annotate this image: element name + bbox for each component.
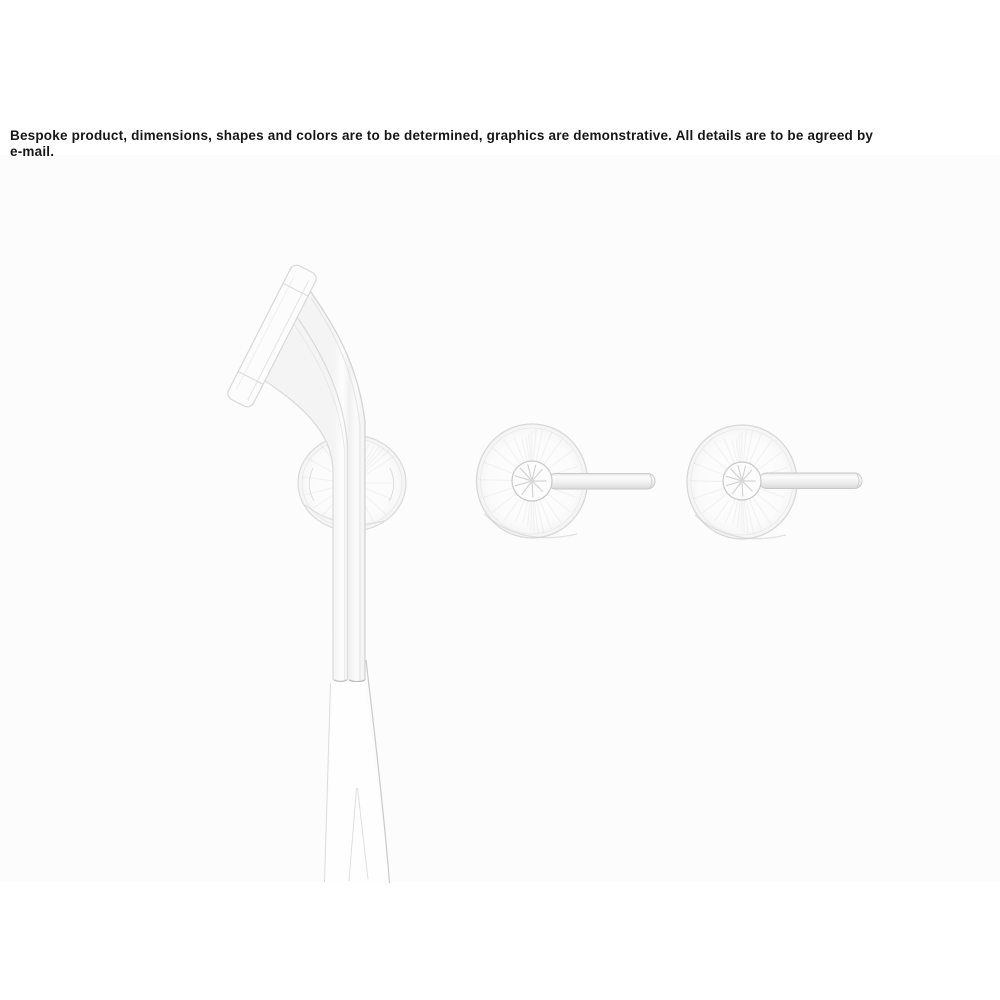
handle-hub: [512, 461, 552, 501]
disclaimer-line-2: e-mail.: [10, 144, 55, 159]
handle-lever-bar: [548, 474, 655, 490]
disclaimer-line-1: Bespoke product, dimensions, shapes and colors are to be determined, graphics are demonstrative. All details are to be agreed by: [10, 127, 874, 143]
right-lever-handle: [687, 425, 862, 539]
water-stream: [325, 660, 391, 883]
handle-hub: [723, 462, 761, 500]
wall-spout: [225, 263, 406, 883]
handle-lever-bar: [759, 473, 862, 489]
left-lever-handle: [477, 424, 656, 538]
